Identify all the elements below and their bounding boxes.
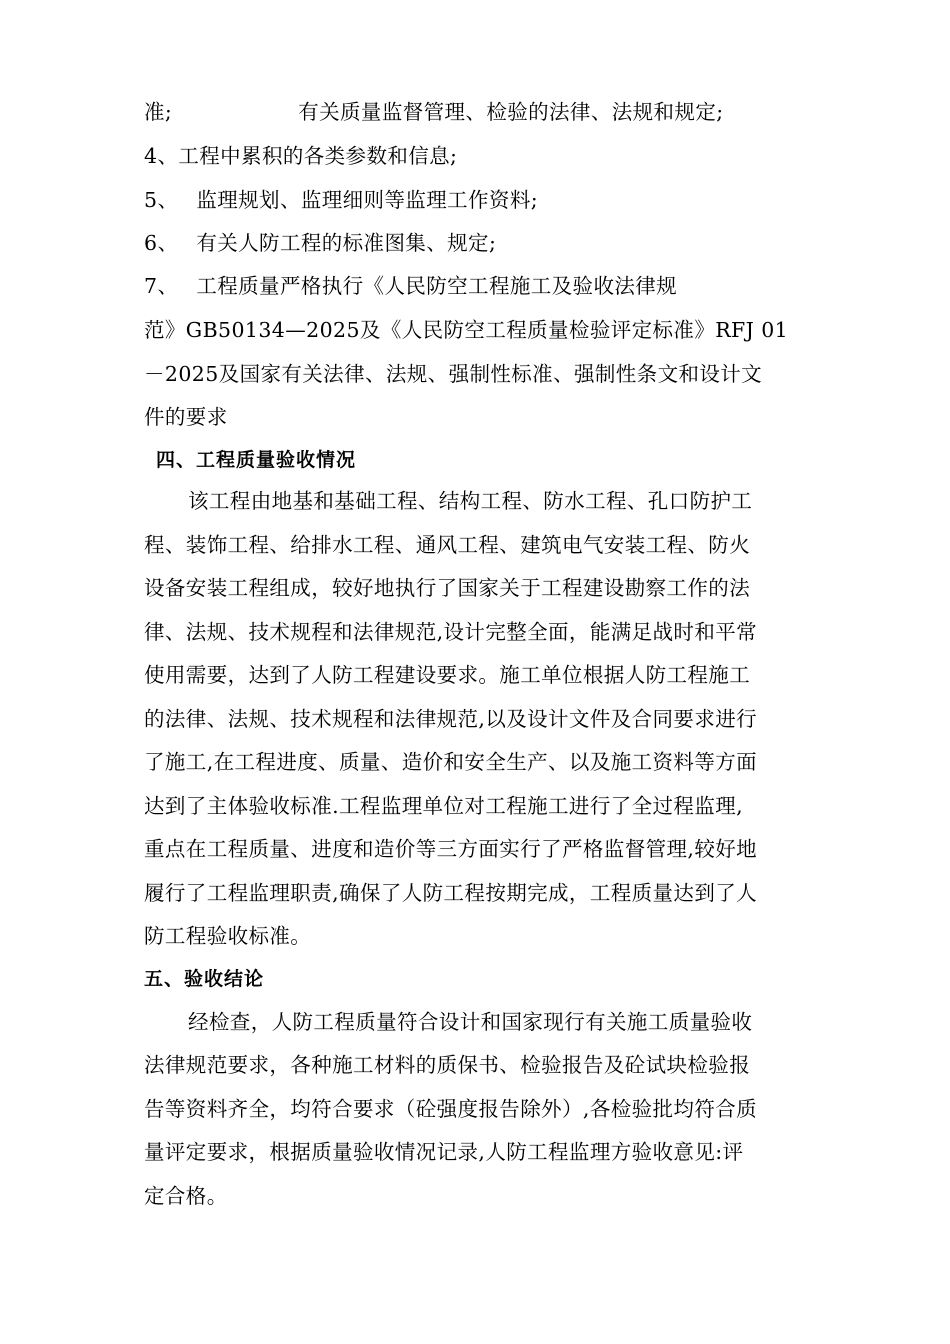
basis-item-7-continuation: 范》GB50134—2025及《人民防空工程质量检验评定标准》RFJ 01 bbox=[144, 318, 789, 342]
intro-line-start: 准; bbox=[144, 100, 173, 124]
basis-item-6 bbox=[144, 229, 814, 257]
basis-item-4 bbox=[144, 142, 814, 170]
basis-item-number: 6、 bbox=[144, 231, 179, 255]
section-5-paragraph-line: 量评定要求，根据质量验收情况记录,人防工程监理方验收意见:评 bbox=[144, 1140, 744, 1164]
section-4-paragraph-line: 律、法规、技术规程和法律规范,设计完整全面，能满足战时和平常 bbox=[144, 620, 758, 644]
basis-item-5 bbox=[144, 186, 814, 214]
intro-line-rest: 有关质量监督管理、检验的法律、法规和规定; bbox=[298, 100, 724, 124]
basis-item-number: 4、 bbox=[144, 144, 179, 168]
basis-item-number: 5、 bbox=[144, 188, 179, 212]
section-5-paragraph-line: 法律规范要求，各种施工材料的质保书、检验报告及砼试块检验报 bbox=[144, 1053, 751, 1077]
basis-item-7 bbox=[144, 272, 814, 300]
section-4-paragraph-line: 达到了主体验收标准.工程监理单位对工程施工进行了全过程监理, bbox=[144, 794, 744, 818]
section-5-heading: 五、验收结论 bbox=[144, 968, 265, 990]
section-4-paragraph-line: 重点在工程质量、进度和造价等三方面实行了严格监督管理,较好地 bbox=[144, 837, 758, 861]
section-5-paragraph-line: 告等资料齐全，均符合要求（砼强度报告除外）,各检验批均符合质 bbox=[144, 1097, 758, 1121]
section-4-paragraph-line: 了施工,在工程进度、质量、造价和安全生产、以及施工资料等方面 bbox=[144, 750, 758, 774]
section-4-paragraph-line: 该工程由地基和基础工程、结构工程、防水工程、孔口防护工 bbox=[188, 489, 753, 513]
basis-item-text: 有关人防工程的标准图集、规定; bbox=[196, 231, 497, 255]
intro-line bbox=[144, 98, 814, 126]
section-4-paragraph-line: 使用需要，达到了人防工程建设要求。施工单位根据人防工程施工 bbox=[144, 663, 751, 687]
section-4-heading: 四、工程质量验收情况 bbox=[156, 449, 357, 471]
basis-item-7-continuation: －2025及国家有关法律、法规、强制性标准、强制性条文和设计文 bbox=[144, 362, 763, 386]
section-4-paragraph-line: 防工程验收标准。 bbox=[144, 924, 312, 948]
basis-item-7-continuation: 件的要求 bbox=[144, 405, 228, 429]
section-4-paragraph-line: 设备安装工程组成，较好地执行了国家关于工程建设勘察工作的法 bbox=[144, 576, 751, 600]
section-5-paragraph-line: 定合格。 bbox=[144, 1184, 228, 1208]
section-5-paragraph-line: 经检查，人防工程质量符合设计和国家现行有关施工质量验收 bbox=[188, 1010, 753, 1034]
basis-item-text: 工程质量严格执行《人民防空工程施工及验收法律规 bbox=[196, 274, 678, 298]
basis-item-number: 7、 bbox=[144, 274, 179, 298]
section-4-paragraph-line: 的法律、法规、技术规程和法律规范,以及设计文件及合同要求进行 bbox=[144, 707, 758, 731]
section-4-paragraph-line: 履行了工程监理职责,确保了人防工程按期完成，工程质量达到了人 bbox=[144, 881, 758, 905]
section-4-paragraph-line: 程、装饰工程、给排水工程、通风工程、建筑电气安装工程、防火 bbox=[144, 533, 751, 557]
basis-item-text: 工程中累积的各类参数和信息; bbox=[178, 144, 458, 168]
basis-item-text: 监理规划、监理细则等监理工作资料; bbox=[196, 188, 539, 212]
